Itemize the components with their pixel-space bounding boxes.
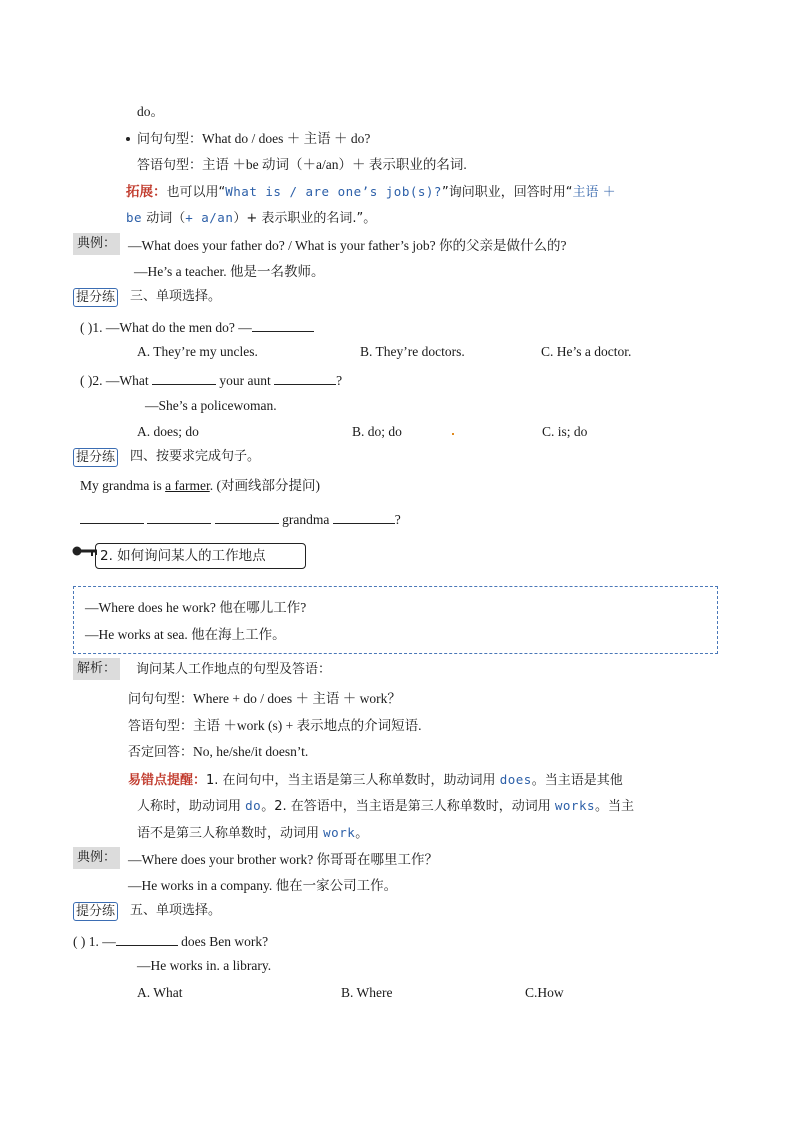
answer-pattern: 答语句型：主语 ＋be 动词（＋a/an）＋ 表示职业的名词. — [137, 157, 467, 173]
option-b[interactable]: B. They’re doctors. — [360, 344, 465, 359]
exercise-3-title: 三、单项选择。 — [130, 289, 222, 304]
option-a[interactable]: A. does; do — [137, 424, 199, 439]
practice-tag: 提分练 — [73, 448, 118, 467]
extension-line-2: be 动词（+ a/an）+ 表示职业的名词.”。 — [126, 210, 377, 226]
bullet-icon — [126, 137, 130, 141]
reply-line: —He works in. a library. — [137, 958, 272, 973]
question-pattern: 问句句型：Where + do / does ＋ 主语 ＋ work？ — [128, 691, 401, 707]
analysis-title: 询问某人工作地点的句型及答语： — [136, 662, 332, 677]
section-heading: 2. 如何询问某人的工作地点 — [95, 543, 306, 569]
example-line-2: —He’s a teacher. 他是一名教师。 — [134, 264, 325, 279]
option-c[interactable]: C. is; do — [542, 424, 588, 439]
analysis-tag: 解析： — [73, 658, 120, 680]
answer-blank[interactable] — [333, 509, 395, 524]
dialogue-line-1: —Where does he work? 他在哪儿工作? — [85, 600, 307, 615]
negative-answer: 否定回答：No, he/she/it doesn’t. — [128, 744, 309, 760]
answer-blank[interactable] — [152, 370, 216, 385]
example-tag: 典例： — [73, 233, 120, 255]
answer-pattern: 答语句型：主语 ＋work (s) + 表示地点的介词短语. — [128, 718, 422, 734]
stray-mark — [452, 433, 454, 435]
question-pattern: 问句句型：What do / does ＋ 主语 ＋ do? — [137, 131, 371, 147]
practice-tag: 提分练 — [73, 288, 118, 307]
dialogue-line-2: —He works at sea. 他在海上工作。 — [85, 627, 286, 642]
example-line-1: —What does your father do? / What is your father’s job? 你的父亲是做什么的? — [128, 238, 567, 253]
answer-blank[interactable] — [274, 370, 336, 385]
option-b[interactable]: B. do; do — [352, 424, 402, 439]
option-b[interactable]: B. Where — [341, 985, 393, 1000]
tip-line-3: 语不是第三人称单数时，动词用 work。 — [137, 825, 369, 841]
answer-line: grandma ? — [80, 509, 401, 529]
answer-blank[interactable] — [252, 317, 314, 332]
answer-blank[interactable] — [80, 509, 144, 524]
tip-line-1: 易错点提醒：1. 在问句中，当主语是第三人称单数时，助动词用 does。当主语是其他 — [128, 772, 623, 788]
question-1: ( ) 1. — does Ben work? — [73, 931, 268, 951]
question-1: ( )1. —What do the men do? — — [80, 317, 314, 337]
example-tag: 典例： — [73, 847, 120, 869]
practice-tag: 提分练 — [73, 902, 118, 921]
sentence: My grandma is a farmer. (对画线部分提问) — [80, 478, 320, 493]
example-line-2: —He works in a company. 他在一家公司工作。 — [128, 878, 398, 893]
option-a[interactable]: A. They’re my uncles. — [137, 344, 258, 359]
option-c[interactable]: C.How — [525, 985, 564, 1000]
text-do: do。 — [137, 104, 164, 119]
question-2: ( )2. —What your aunt ? — [80, 370, 342, 390]
tip-line-2: 人称时，助动词用 do。2. 在答语中，当主语是第三人称单数时，动词用 works。当主 — [137, 798, 635, 814]
example-line-1: —Where does your brother work? 你哥哥在哪里工作？ — [128, 852, 439, 867]
option-c[interactable]: C. He’s a doctor. — [541, 344, 632, 359]
exercise-4-title: 四、按要求完成句子。 — [130, 449, 261, 464]
option-a[interactable]: A. What — [137, 985, 183, 1000]
answer-blank[interactable] — [147, 509, 211, 524]
answer-blank[interactable] — [215, 509, 279, 524]
reply-line: —She’s a policewoman. — [145, 398, 277, 413]
extension-line-1: 拓展：也可以用“What is / are one’s job(s)?”询问职业，回答时用“主语 ＋ — [126, 184, 616, 200]
exercise-5-title: 五、单项选择。 — [130, 903, 222, 918]
answer-blank[interactable] — [116, 931, 178, 946]
